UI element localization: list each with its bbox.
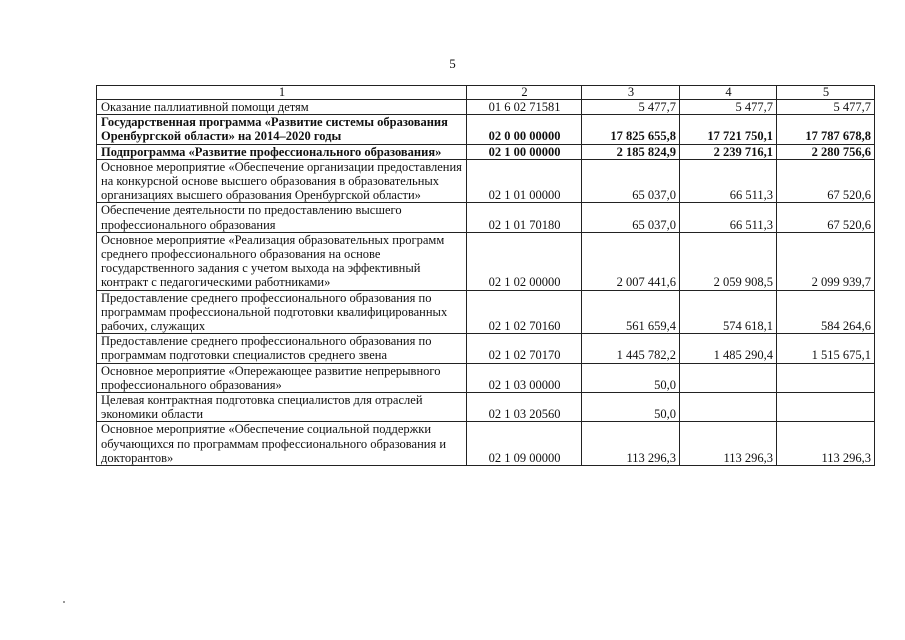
row-value-col4: 1 485 290,4	[680, 334, 777, 363]
row-value-col4: 2 059 908,5	[680, 232, 777, 290]
table-row	[97, 422, 875, 466]
row-value-col3: 65 037,0	[582, 203, 680, 232]
row-value-col4: 2 239 716,1	[680, 144, 777, 159]
row-value-col4: 113 296,3	[680, 422, 777, 466]
row-code: 02 1 00 00000	[467, 144, 582, 159]
row-value-col5: 2 280 756,6	[777, 144, 875, 159]
row-value-col4: 66 511,3	[680, 203, 777, 232]
table-row	[97, 144, 875, 159]
row-value-col3: 17 825 655,8	[582, 115, 680, 144]
row-name: Предоставление среднего профессионального образования по программам профессиональной подготовки квалифицированных рабочих, служащих	[97, 290, 467, 334]
row-value-col5: 1 515 675,1	[777, 334, 875, 363]
scan-dot	[63, 601, 65, 603]
row-name: Государственная программа «Развитие системы образования Оренбургской области» на 2014–2020 годы	[97, 115, 467, 144]
row-value-col5	[777, 363, 875, 392]
table-row	[97, 100, 875, 115]
row-value-col3: 5 477,7	[582, 100, 680, 115]
row-value-col3: 561 659,4	[582, 290, 680, 334]
table-row	[97, 290, 875, 334]
header-col-4: 4	[680, 86, 777, 100]
row-value-col3: 50,0	[582, 363, 680, 392]
row-value-col4: 66 511,3	[680, 159, 777, 203]
row-value-col4	[680, 363, 777, 392]
header-col-2: 2	[467, 86, 582, 100]
header-col-3: 3	[582, 86, 680, 100]
table-row	[97, 393, 875, 422]
row-value-col4: 574 618,1	[680, 290, 777, 334]
table-row	[97, 203, 875, 232]
table-header-row	[97, 86, 875, 100]
row-value-col3: 2 007 441,6	[582, 232, 680, 290]
row-value-col3: 1 445 782,2	[582, 334, 680, 363]
row-value-col5: 2 099 939,7	[777, 232, 875, 290]
row-code: 01 6 02 71581	[467, 100, 582, 115]
row-value-col4	[680, 393, 777, 422]
row-value-col5	[777, 393, 875, 422]
row-code: 02 1 09 00000	[467, 422, 582, 466]
row-name: Подпрограмма «Развитие профессионального образования»	[97, 144, 467, 159]
row-code: 02 1 01 70180	[467, 203, 582, 232]
table-row	[97, 115, 875, 144]
row-value-col5: 113 296,3	[777, 422, 875, 466]
row-value-col5: 17 787 678,8	[777, 115, 875, 144]
row-value-col5: 67 520,6	[777, 159, 875, 203]
row-value-col3: 50,0	[582, 393, 680, 422]
row-value-col3: 113 296,3	[582, 422, 680, 466]
row-code: 02 1 03 20560	[467, 393, 582, 422]
row-value-col5: 67 520,6	[777, 203, 875, 232]
row-code: 02 1 03 00000	[467, 363, 582, 392]
row-code: 02 1 02 70170	[467, 334, 582, 363]
row-code: 02 1 01 00000	[467, 159, 582, 203]
row-name: Основное мероприятие «Реализация образовательных программ среднего профессионального образования на основе государственного задания с учетом выхода на эффективный контракт с педагогическими работниками»	[97, 232, 467, 290]
row-code: 02 1 02 70160	[467, 290, 582, 334]
table-row	[97, 159, 875, 203]
row-value-col3: 2 185 824,9	[582, 144, 680, 159]
table-row	[97, 363, 875, 392]
row-code: 02 0 00 00000	[467, 115, 582, 144]
row-value-col5: 584 264,6	[777, 290, 875, 334]
row-name: Основное мероприятие «Опережающее развитие непрерывного профессионального образования»	[97, 363, 467, 392]
row-name: Предоставление среднего профессионального образования по программам подготовки специалистов среднего звена	[97, 334, 467, 363]
row-name: Обеспечение деятельности по предоставлению высшего профессионального образования	[97, 203, 467, 232]
row-value-col4: 5 477,7	[680, 100, 777, 115]
page-number: 5	[449, 56, 456, 71]
row-name: Целевая контрактная подготовка специалистов для отраслей экономики области	[97, 393, 467, 422]
row-name: Основное мероприятие «Обеспечение организации предоставления на конкурсной основе высшего образования в образовательных организациях высшего образования Оренбургской области»	[97, 159, 467, 203]
row-value-col5: 5 477,7	[777, 100, 875, 115]
row-name: Оказание паллиативной помощи детям	[97, 100, 467, 115]
header-col-1: 1	[97, 86, 467, 100]
row-value-col3: 65 037,0	[582, 159, 680, 203]
budget-table	[96, 85, 875, 466]
table-row	[97, 334, 875, 363]
row-value-col4: 17 721 750,1	[680, 115, 777, 144]
table-row	[97, 232, 875, 290]
table-body	[97, 100, 875, 466]
row-name: Основное мероприятие «Обеспечение социальной поддержки обучающихся по программам профессионального образования и докторантов»	[97, 422, 467, 466]
header-col-5: 5	[777, 86, 875, 100]
row-code: 02 1 02 00000	[467, 232, 582, 290]
